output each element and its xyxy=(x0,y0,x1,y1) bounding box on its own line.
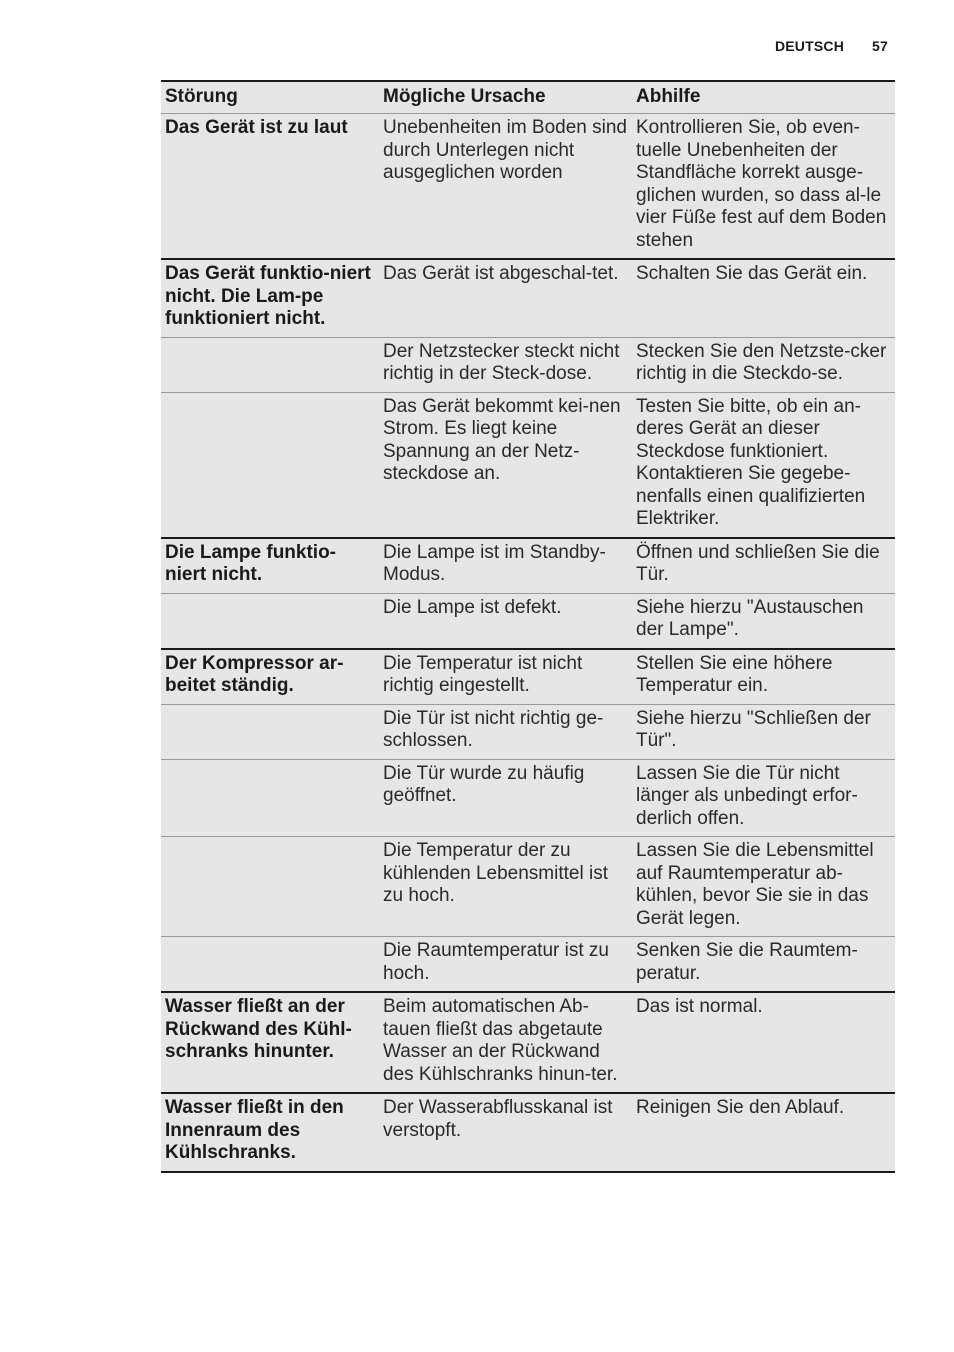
problem-cell xyxy=(161,593,379,649)
cause-cell: Die Lampe ist im Standby-Modus. xyxy=(379,538,632,594)
remedy-cell: Lassen Sie die Tür nicht länger als unbedingt erfor-derlich offen. xyxy=(632,759,895,837)
table-header-row xyxy=(161,81,895,114)
problem-cell: Das Gerät funktio-niert nicht. Die Lam-pe funktioniert nicht. xyxy=(161,259,379,337)
table-row xyxy=(161,538,895,594)
table-row xyxy=(161,392,895,538)
problem-cell: Der Kompressor ar-beitet ständig. xyxy=(161,649,379,705)
cause-cell: Die Temperatur ist nicht richtig eingestellt. xyxy=(379,649,632,705)
table-row xyxy=(161,992,895,1093)
remedy-cell: Stellen Sie eine höhere Temperatur ein. xyxy=(632,649,895,705)
table-row xyxy=(161,259,895,337)
cause-cell: Das Gerät bekommt kei-nen Strom. Es liegt keine Spannung an der Netz-steckdose an. xyxy=(379,392,632,538)
remedy-cell: Reinigen Sie den Ablauf. xyxy=(632,1093,895,1172)
cause-cell: Das Gerät ist abgeschal-tet. xyxy=(379,259,632,337)
table-row xyxy=(161,837,895,937)
remedy-cell: Stecken Sie den Netzste-cker richtig in die Steckdo-se. xyxy=(632,337,895,392)
problem-cell xyxy=(161,937,379,993)
problem-cell: Wasser fließt an der Rückwand des Kühl-schranks hinunter. xyxy=(161,992,379,1093)
header-language: DEUTSCH xyxy=(774,38,845,54)
cause-cell: Beim automatischen Ab-tauen fließt das abgetaute Wasser an der Rückwand des Kühlschranks hinun-ter. xyxy=(379,992,632,1093)
table-row xyxy=(161,114,895,260)
cause-cell: Die Temperatur der zu kühlenden Lebensmittel ist zu hoch. xyxy=(379,837,632,937)
remedy-cell: Siehe hierzu "Schließen der Tür". xyxy=(632,704,895,759)
remedy-cell: Öffnen und schließen Sie die Tür. xyxy=(632,538,895,594)
running-header xyxy=(775,38,888,54)
remedy-cell: Kontrollieren Sie, ob even-tuelle Unebenheiten der Standfläche korrekt ausge-glichen wurden, so dass al-le vier Füße fest auf dem Boden stehen xyxy=(632,114,895,260)
column-header-remedy: Abhilfe xyxy=(632,81,895,114)
remedy-cell: Siehe hierzu "Austauschen der Lampe". xyxy=(632,593,895,649)
remedy-cell: Schalten Sie das Gerät ein. xyxy=(632,259,895,337)
cause-cell: Der Netzstecker steckt nicht richtig in der Steck-dose. xyxy=(379,337,632,392)
page-number: 57 xyxy=(872,38,888,54)
column-header-cause: Mögliche Ursache xyxy=(379,81,632,114)
troubleshooting-table xyxy=(161,80,895,1173)
remedy-cell: Lassen Sie die Lebensmittel auf Raumtemperatur ab-kühlen, bevor Sie sie in das Gerät legen. xyxy=(632,837,895,937)
cause-cell: Die Tür wurde zu häufig geöffnet. xyxy=(379,759,632,837)
problem-cell xyxy=(161,392,379,538)
table-row xyxy=(161,1093,895,1172)
problem-cell: Wasser fließt in den Innenraum des Kühlschranks. xyxy=(161,1093,379,1172)
table-row xyxy=(161,759,895,837)
column-header-problem: Störung xyxy=(161,81,379,114)
problem-cell xyxy=(161,704,379,759)
table-row xyxy=(161,337,895,392)
problem-cell xyxy=(161,337,379,392)
remedy-cell: Senken Sie die Raumtem-peratur. xyxy=(632,937,895,993)
table-row xyxy=(161,649,895,705)
problem-cell xyxy=(161,837,379,937)
problem-cell: Das Gerät ist zu laut xyxy=(161,114,379,260)
table-row xyxy=(161,593,895,649)
cause-cell: Der Wasserabflusskanal ist verstopft. xyxy=(379,1093,632,1172)
cause-cell: Unebenheiten im Boden sind durch Unterlegen nicht ausgeglichen worden xyxy=(379,114,632,260)
remedy-cell: Das ist normal. xyxy=(632,992,895,1093)
cause-cell: Die Tür ist nicht richtig ge-schlossen. xyxy=(379,704,632,759)
cause-cell: Die Raumtemperatur ist zu hoch. xyxy=(379,937,632,993)
problem-cell: Die Lampe funktio-niert nicht. xyxy=(161,538,379,594)
table-row xyxy=(161,937,895,993)
remedy-cell: Testen Sie bitte, ob ein an-deres Gerät an dieser Steckdose funktioniert. Kontaktieren Sie gegebe-nenfalls einen qualifizierten Elektriker. xyxy=(632,392,895,538)
table-row xyxy=(161,704,895,759)
cause-cell: Die Lampe ist defekt. xyxy=(379,593,632,649)
problem-cell xyxy=(161,759,379,837)
